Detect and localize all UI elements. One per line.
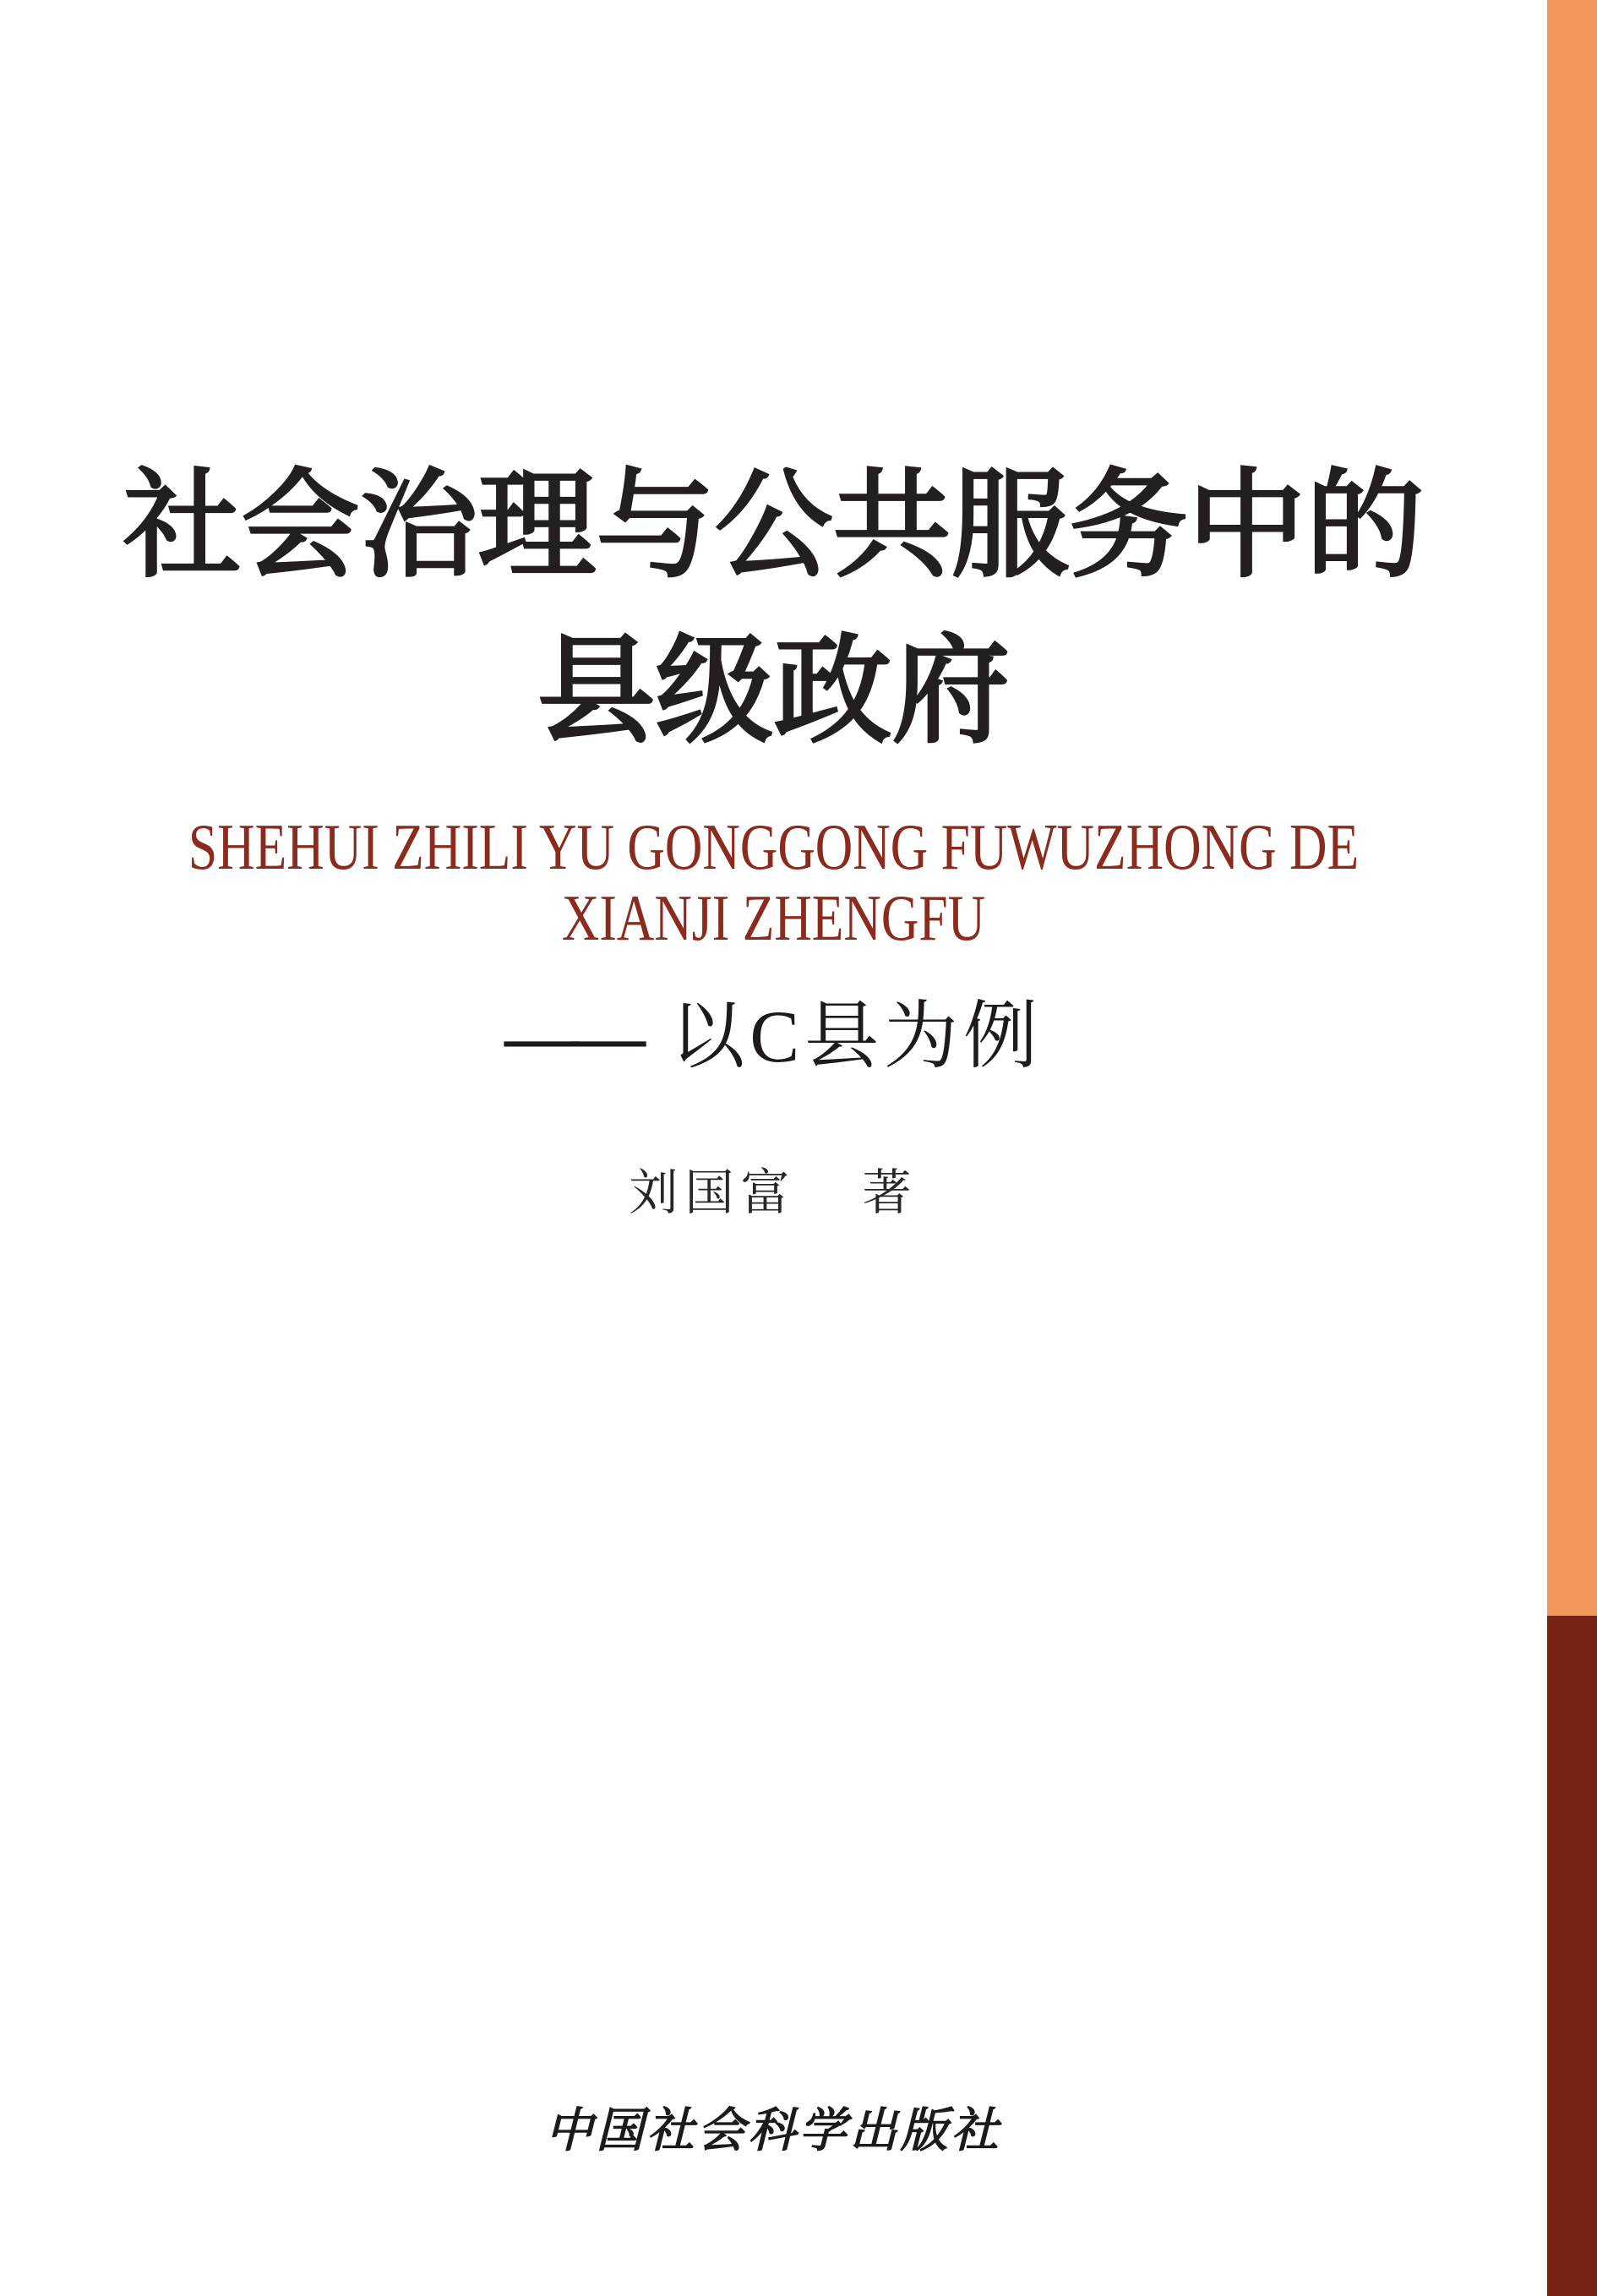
book-title-line1: 社会治理与公共服务中的	[123, 459, 1425, 592]
book-title-pinyin	[155, 811, 1393, 953]
publisher-imprint: 中国社会科学出版社	[545, 2105, 1002, 2157]
accent-stripe-orange	[1547, 0, 1597, 1616]
author-name: 刘国富	[629, 1165, 797, 1220]
subtitle-text: 以C县为例	[670, 996, 1044, 1078]
pinyin-line1: SHEHUI ZHILI YU GONGGONG FUWUZHONG DE	[188, 810, 1360, 883]
pinyin-line2: XIANJI ZHENGFU	[561, 881, 986, 954]
author-line	[0, 1163, 1547, 1224]
subtitle-dash: ——	[504, 996, 639, 1078]
book-title-line2: 县级政府	[537, 624, 1011, 757]
book-subtitle	[0, 989, 1547, 1086]
author-role: 著	[862, 1165, 918, 1220]
book-title	[0, 443, 1547, 774]
accent-stripe-dark-red	[1547, 1616, 1597, 2296]
